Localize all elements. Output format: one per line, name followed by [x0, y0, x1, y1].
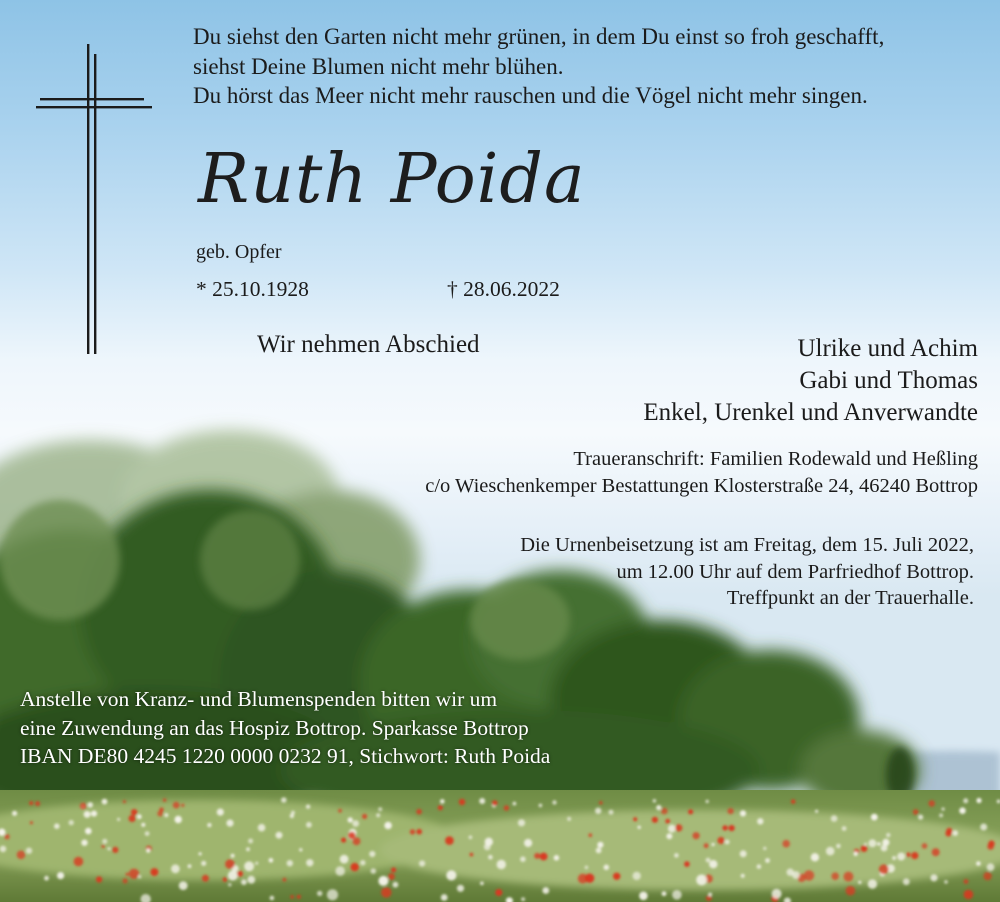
daisy-flower	[892, 856, 896, 860]
birth-date: * 25.10.1928	[196, 277, 309, 301]
daisy-flower	[674, 853, 679, 858]
daisy-flower	[12, 811, 17, 816]
poppy-flower	[29, 801, 33, 805]
daisy-flower	[826, 847, 835, 856]
poppy-flower	[131, 809, 137, 815]
daisy-flower	[44, 876, 49, 881]
daisy-flower	[595, 808, 601, 814]
poppy-flower	[410, 829, 415, 834]
daisy-flower	[864, 843, 867, 846]
donation-line: eine Zuwendung an das Hospiz Bottrop. Sparkasse Bottrop	[20, 715, 529, 740]
daisy-flower	[335, 866, 345, 876]
daisy-flower	[175, 816, 182, 823]
daisy-flower	[903, 878, 910, 885]
daisy-flower	[518, 819, 525, 826]
daisy-flower	[944, 880, 948, 884]
daisy-flower	[480, 882, 484, 886]
daisy-flower	[84, 811, 91, 818]
daisy-flower	[255, 862, 258, 865]
daisy-flower	[740, 810, 746, 816]
daisy-flower	[171, 864, 180, 873]
poppy-flower	[225, 859, 235, 869]
daisy-flower	[270, 896, 275, 901]
poppy-flower	[540, 853, 548, 861]
poppy-flower	[693, 832, 700, 839]
poppy-flower	[129, 869, 139, 879]
daisy-flower	[539, 804, 543, 808]
family-signatures	[643, 333, 978, 429]
burial-notice	[520, 532, 974, 612]
daisy-flower	[706, 800, 709, 803]
poppy-flower	[445, 836, 454, 845]
poppy-flower	[80, 803, 87, 810]
daisy-flower	[585, 866, 589, 870]
daisy-flower	[0, 846, 6, 853]
deceased-name: Ruth Poida	[198, 140, 586, 219]
daisy-flower	[666, 833, 672, 839]
daisy-flower	[709, 860, 717, 868]
daisy-flower	[868, 839, 876, 847]
poppy-flower	[932, 848, 940, 856]
daisy-flower	[765, 858, 770, 863]
poppy-flower	[353, 837, 361, 845]
daisy-flower	[348, 817, 353, 822]
poppy-flower	[504, 805, 509, 810]
poppy-flower	[416, 829, 422, 835]
poppy-flower	[391, 868, 396, 873]
daisy-flower	[228, 883, 231, 886]
daisy-flower	[393, 882, 399, 888]
poem-line: Du hörst das Meer nicht mehr rauschen und die Vögel nicht mehr singen.	[193, 83, 868, 108]
poppy-flower	[782, 840, 790, 848]
cross-icon	[36, 44, 154, 356]
daisy-flower	[918, 815, 923, 820]
poppy-flower	[665, 819, 670, 824]
daisy-flower	[604, 865, 610, 871]
poppy-flower	[704, 843, 709, 848]
poppy-flower	[96, 876, 102, 882]
poppy-flower	[17, 851, 26, 860]
daisy-flower	[740, 850, 747, 857]
poppy-flower	[173, 802, 180, 809]
daisy-flower	[137, 814, 142, 819]
daisy-flower	[248, 839, 253, 844]
poppy-flower	[722, 825, 727, 830]
daisy-flower	[290, 814, 294, 818]
poppy-flower	[163, 798, 166, 801]
daisy-flower	[247, 876, 255, 884]
daisy-flower	[269, 858, 274, 863]
poppy-flower	[922, 843, 928, 849]
poppy-flower	[633, 817, 637, 821]
daisy-flower	[639, 892, 648, 901]
daisy-flower	[871, 814, 878, 821]
poppy-flower	[717, 837, 724, 844]
poppy-flower	[129, 815, 136, 822]
daisy-flower	[241, 879, 247, 885]
daisy-flower	[930, 874, 937, 881]
daisy-flower	[57, 872, 64, 879]
family-line: Enkel, Urenkel und Anverwandte	[643, 399, 978, 426]
daisy-flower	[963, 798, 968, 803]
poppy-flower	[297, 895, 301, 899]
daisy-flower	[231, 854, 235, 858]
poppy-flower	[945, 831, 951, 837]
daisy-flower	[102, 839, 107, 844]
daisy-flower	[276, 832, 283, 839]
daisy-flower	[712, 843, 715, 846]
daisy-flower	[941, 807, 944, 810]
daisy-flower	[317, 891, 322, 896]
daisy-flower	[299, 848, 302, 851]
daisy-flower	[117, 818, 120, 821]
daisy-flower	[376, 813, 380, 817]
daisy-flower	[179, 881, 188, 890]
daisy-flower	[281, 797, 287, 803]
daisy-flower	[959, 807, 966, 814]
poppy-flower	[362, 814, 367, 819]
daisy-flower	[469, 836, 473, 840]
daisy-flower	[87, 802, 93, 808]
daisy-flower	[858, 881, 861, 884]
daisy-flower	[609, 810, 614, 815]
daisy-flower	[145, 831, 150, 836]
daisy-flower	[287, 860, 293, 866]
daisy-flower	[772, 889, 782, 899]
daisy-flower	[668, 825, 676, 833]
daisy-flower	[141, 823, 145, 827]
daisy-flower	[653, 799, 657, 803]
poppy-flower	[126, 873, 129, 876]
daisy-flower	[69, 820, 74, 825]
burial-line: um 12.00 Uhr auf dem Parfriedhof Bottrop.	[616, 560, 974, 583]
daisy-flower	[725, 840, 730, 845]
daisy-flower	[596, 848, 602, 854]
address-line: Traueranschrift: Familien Rodewald und Heßling	[573, 448, 978, 470]
poppy-flower	[459, 799, 465, 805]
poppy-flower	[157, 811, 163, 817]
donation-line: IBAN DE80 4245 1220 0000 0232 91, Stichwort: Ruth Poida	[20, 744, 551, 768]
daisy-flower	[440, 799, 445, 804]
daisy-flower	[521, 897, 525, 901]
daisy-flower	[85, 828, 92, 835]
daisy-flower	[352, 820, 359, 827]
poppy-flower	[74, 857, 84, 867]
daisy-flower	[976, 861, 981, 866]
daisy-flower	[552, 800, 556, 804]
poppy-flower	[652, 817, 658, 823]
daisy-flower	[976, 798, 981, 803]
poem-line: Du siehst den Garten nicht mehr grünen, in dem Du einst so froh geschafft,	[193, 24, 885, 49]
daisy-flower	[26, 848, 32, 854]
daisy-flower	[457, 885, 464, 892]
poppy-flower	[964, 879, 969, 884]
daisy-flower	[207, 823, 211, 827]
poppy-flower	[123, 878, 128, 883]
poppy-flower	[791, 799, 795, 803]
poppy-flower	[181, 804, 184, 807]
daisy-flower	[836, 844, 841, 849]
daisy-flower	[706, 858, 711, 863]
daisy-flower	[228, 871, 238, 881]
poppy-flower	[879, 864, 889, 874]
poppy-flower	[202, 875, 209, 882]
daisy-flower	[886, 833, 890, 837]
poppy-flower	[906, 852, 911, 857]
daisy-flower	[757, 864, 762, 869]
poppy-flower	[613, 873, 620, 880]
daisy-flower	[672, 890, 682, 900]
daisy-flower	[854, 852, 858, 856]
poppy-flower	[223, 877, 228, 882]
daisy-flower	[987, 863, 995, 871]
poppy-flower	[438, 805, 443, 810]
daisy-flower	[524, 839, 532, 847]
daisy-flower	[419, 860, 425, 866]
poppy-flower	[964, 890, 974, 900]
daisy-flower	[244, 861, 254, 871]
poppy-flower	[283, 878, 287, 882]
daisy-flower	[952, 830, 958, 836]
daisy-flower	[696, 875, 707, 886]
daisy-flower	[146, 849, 150, 853]
daisy-flower	[597, 842, 603, 848]
poppy-flower	[381, 887, 391, 897]
poppy-flower	[585, 874, 594, 883]
mourning-address	[425, 446, 978, 499]
family-line: Ulrike und Achim	[797, 335, 978, 362]
poppy-flower	[913, 809, 919, 815]
daisy-flower	[327, 889, 338, 900]
daisy-flower	[164, 813, 168, 817]
daisy-flower	[360, 860, 365, 865]
daisy-flower	[520, 856, 526, 862]
daisy-flower	[842, 826, 847, 831]
poppy-flower	[589, 833, 593, 837]
donation-request	[20, 685, 550, 771]
poppy-flower	[338, 809, 342, 813]
daisy-flower	[868, 879, 877, 888]
daisy-flower	[815, 810, 818, 813]
poppy-flower	[416, 809, 422, 815]
daisy-flower	[226, 820, 233, 827]
daisy-flower	[497, 860, 506, 869]
daisy-flower	[446, 870, 456, 880]
daisy-flower	[792, 871, 800, 879]
poppy-flower	[983, 872, 991, 880]
poppy-flower	[112, 847, 118, 853]
poppy-flower	[470, 853, 474, 857]
daisy-flower	[633, 872, 641, 880]
poppy-flower	[688, 809, 693, 814]
poppy-flower	[911, 852, 918, 859]
daisy-flower	[378, 876, 388, 886]
poppy-flower	[728, 808, 734, 814]
donation-line: Anstelle von Kranz- und Blumenspenden bitten wir um	[20, 687, 498, 711]
daisy-flower	[217, 809, 224, 816]
daisy-flower	[485, 838, 493, 846]
daisy-flower	[371, 868, 377, 874]
daisy-flower	[488, 855, 493, 860]
burial-line: Treffpunkt an der Trauerhalle.	[726, 587, 974, 609]
poem-line: siehst Deine Blumen nicht mehr blühen.	[193, 53, 564, 79]
daisy-flower	[656, 805, 661, 810]
daisy-flower	[306, 805, 310, 809]
daisy-flower	[567, 817, 571, 821]
poppy-flower	[988, 840, 994, 846]
poppy-flower	[599, 801, 603, 805]
poppy-flower	[30, 821, 33, 824]
poppy-flower	[123, 800, 126, 803]
poppy-flower	[846, 886, 856, 896]
poppy-flower	[388, 873, 395, 880]
family-line: Gabi und Thomas	[799, 367, 978, 394]
daisy-flower	[479, 798, 485, 804]
daisy-flower	[91, 811, 97, 817]
daisy-flower	[258, 824, 266, 832]
poppy-flower	[4, 834, 9, 839]
daisy-flower	[831, 815, 838, 822]
daisy-flower	[201, 861, 206, 866]
daisy-flower	[369, 851, 375, 857]
poppy-flower	[928, 800, 935, 807]
daisy-flower	[513, 802, 517, 806]
daisy-flower	[340, 855, 349, 864]
daisy-flower	[199, 852, 202, 855]
poppy-flower	[150, 868, 158, 876]
poppy-flower	[661, 808, 668, 815]
daisy-flower	[108, 847, 111, 850]
daisy-flower	[662, 891, 667, 896]
daisy-flower	[81, 840, 87, 846]
daisy-flower	[441, 894, 448, 901]
daisy-flower	[542, 887, 549, 894]
daisy-flower	[246, 847, 250, 851]
daisy-flower	[811, 853, 819, 861]
poppy-flower	[102, 845, 105, 848]
daisy-flower	[638, 826, 641, 829]
poppy-flower	[341, 838, 346, 843]
poppy-flower	[492, 800, 498, 806]
poppy-flower	[684, 861, 690, 867]
daisy-flower	[378, 807, 382, 811]
daisy-flower	[877, 842, 881, 846]
poppy-flower	[831, 872, 839, 880]
poppy-flower	[35, 801, 40, 806]
farewell-text: Wir nehmen Abschied	[257, 331, 480, 358]
daisy-flower	[882, 839, 889, 846]
poppy-flower	[729, 825, 735, 831]
address-line: c/o Wieschenkemper Bestattungen Klosterstraße 24, 46240 Bottrop	[425, 474, 978, 497]
poppy-flower	[804, 870, 814, 880]
daisy-flower	[757, 818, 763, 824]
daisy-flower	[763, 847, 766, 850]
daisy-flower	[708, 893, 712, 897]
poppy-flower	[843, 872, 853, 882]
poppy-flower	[290, 895, 294, 899]
daisy-flower	[138, 875, 141, 878]
daisy-flower	[54, 823, 60, 829]
daisy-flower	[897, 853, 905, 861]
daisy-flower	[306, 859, 313, 866]
poppy-flower	[861, 845, 868, 852]
daisy-flower	[306, 822, 312, 828]
daisy-flower	[980, 824, 987, 831]
poppy-flower	[237, 871, 243, 877]
birth-name: geb. Opfer	[196, 241, 282, 263]
daisy-flower	[384, 822, 392, 830]
daisy-flower	[554, 855, 560, 861]
burial-line: Die Urnenbeisetzung ist am Freitag, dem 15. Juli 2022,	[520, 534, 974, 556]
poppy-flower	[351, 863, 359, 871]
poem	[193, 22, 884, 111]
daisy-flower	[939, 813, 943, 817]
daisy-flower	[102, 799, 108, 805]
daisy-flower	[188, 864, 192, 868]
death-date: † 28.06.2022	[447, 277, 560, 301]
poppy-flower	[675, 824, 682, 831]
poppy-flower	[495, 889, 502, 896]
poppy-flower	[534, 853, 540, 859]
daisy-flower	[741, 874, 745, 878]
